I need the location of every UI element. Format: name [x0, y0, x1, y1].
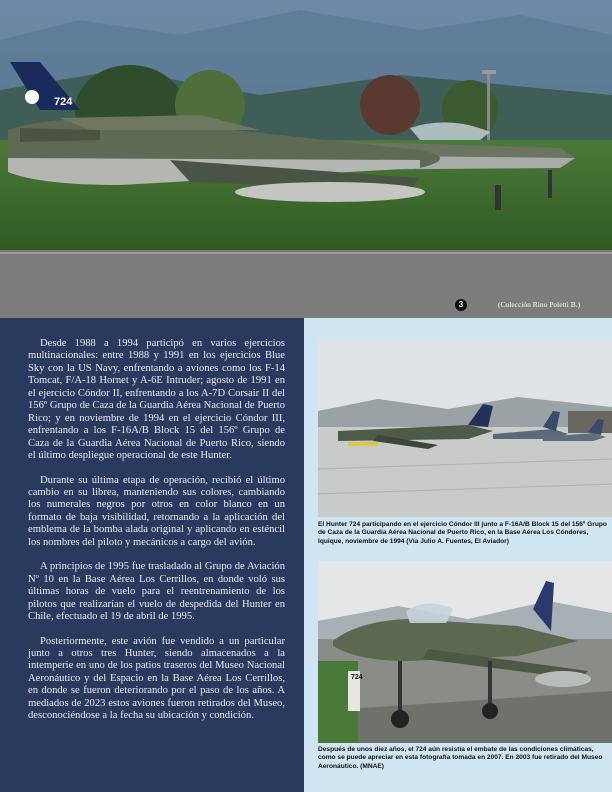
hero-tail-number: 724 [54, 96, 73, 108]
photo-museum-2007-illustration [318, 561, 612, 743]
photo-condor-iii-caption: El Hunter 724 participando en el ejercicio Cóndor III junto a F-16A/B Block 15 del 156º Grupo de Caza de la Guardia Aérea Nacional de Puerto Rico, en la Base Aérea Los Cóndores, Iquique, noviembre de 1994 (Vía Julio A. Fuentes, El Aviador) [318, 521, 607, 545]
photo-number-badge: 3 [455, 299, 467, 311]
hero-photo [0, 0, 612, 318]
photo-column [304, 318, 612, 792]
photo-condor-iii [318, 339, 612, 517]
article-paragraph-4: Posteriormente, este avión fue vendido a un particular junto a otros tres Hunter, siendo almacenados a la intemperie en uno de los patios traseros del Museo Nacional Aeronáutico y del Espacio en la Base Aérea Los Cerrillos, en donde se fueron deteriorando por el paso de los años. A mediados de 2023 estos aviones fueron retirados del Museo, desconociéndose a la fecha su ubicación y condición. [28, 635, 285, 722]
hero-photo-illustration [0, 0, 612, 318]
article-paragraph-2: Durante su última etapa de operación, recibió el último cambio en su librea, manteniendo sus colores, cambiando los numerales negros por otros en color blanco en un formato de baja visibilidad, retornando a la aplicación del emblema de la bomba alada original y aplicando en esténcil los nombres del piloto y mecánicos a cargo del avión. [28, 474, 285, 548]
article-column [0, 318, 304, 792]
article-paragraph-1: Desde 1988 a 1994 participó en varios ejercicios multinacionales: entre 1988 y 1991 en los ejercicios Blue Sky con la US Navy, enfrentando a aviones como los F-14 Tomcat, F/A-18 Hornet y A-6E Intruder; agosto de 1991 en el ejercicio Cóndor II, enfrentando a los A-7D Corsair II del 156º Grupo de Caza de la Guardia Aérea Nacional de Puerto Rico; y en noviembre de 1994 en el ejercicio Cóndor III, enfrentando a los F-16A/B Block 15 del 156º Grupo de Caza de la Guardia Aérea Nacional de Puerto Rico, siendo el último despliegue operacional de este Hunter. [28, 338, 285, 462]
photo-museum-2007-caption: Después de unos diez años, el 724 aún resistía el embate de las condiciones climáticas, como se puede apreciar en esta fotografía tomada en 2007. En 2003 fue retirado del Museo Aeronáutico. (MNAE) [318, 746, 603, 770]
article-paragraph-3: A principios de 1995 fue trasladado al Grupo de Aviación Nº 10 en la Base Aérea Los Cerrillos, en donde voló sus últimas horas de vuelo para el reentrenamiento de los pilotos que realizarían el vuelo de despedida del Hunter en Chile, efectuado el 19 de abril de 1995. [28, 561, 285, 623]
article-body [28, 338, 285, 735]
hero-photo-credit: (Colección Rino Poletti B.) [498, 300, 581, 309]
photo-condor-iii-illustration [318, 339, 612, 517]
photo-museum-2007 [318, 561, 612, 743]
museum-tail-number: 724 [351, 674, 363, 681]
